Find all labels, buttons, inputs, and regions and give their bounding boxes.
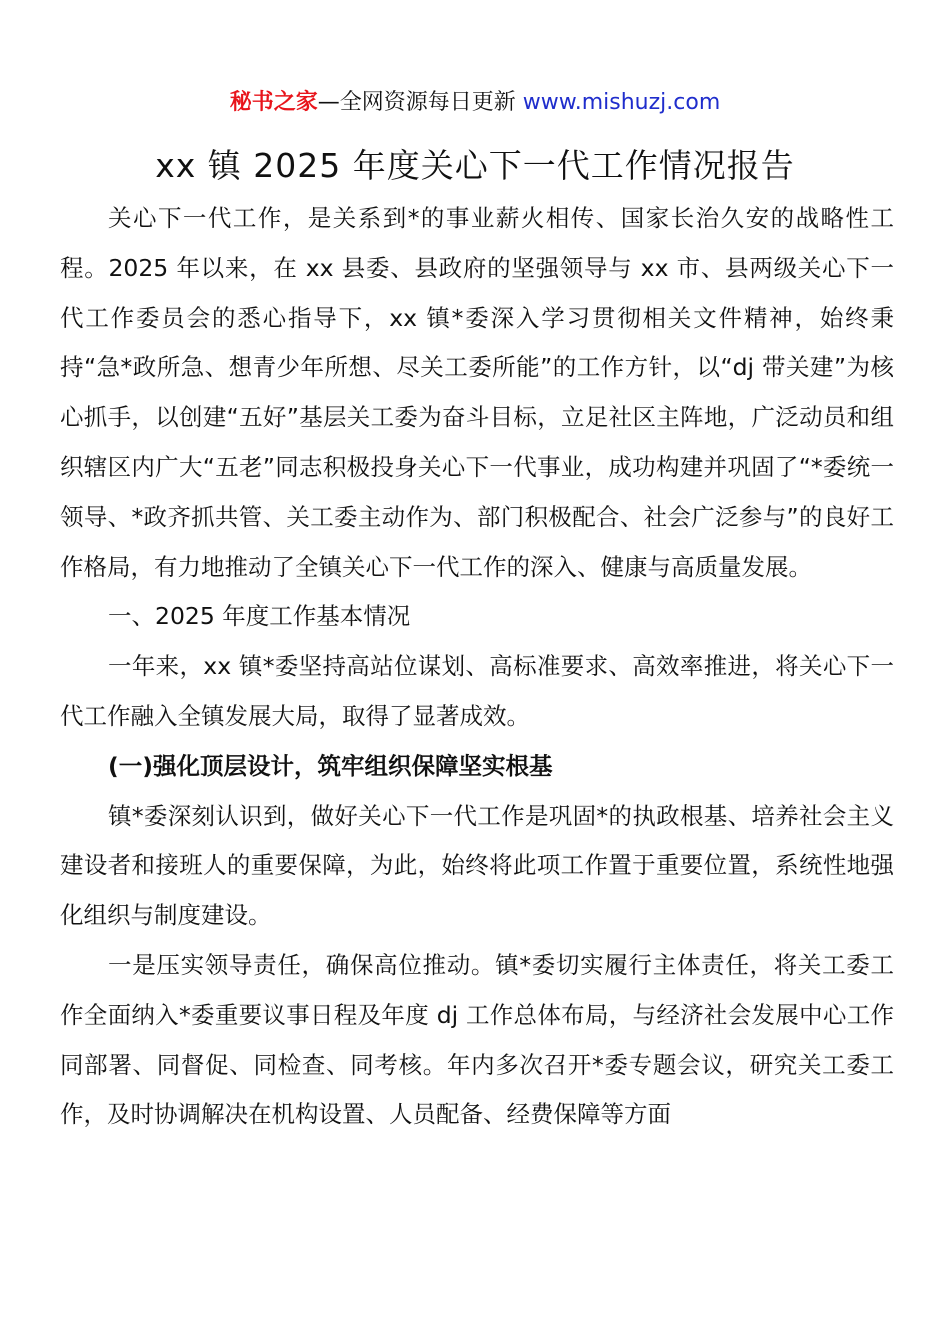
site-url-link[interactable]: www.mishuzj.com [522, 90, 721, 115]
brand-name: 秘书之家 [229, 90, 318, 115]
section-heading: 一、2025 年度工作基本情况 [108, 602, 411, 631]
intro-paragraph: 关心下一代工作，是关系到*的事业薪火相传、国家长治久安的战略性工程。2025 年以来，在 xx 县委、县政府的坚强领导与 xx 市、县两级关心下一代工作委员会的悉心指导下，xx 镇*委深入学习贯彻相关文件精神，始终秉持“急*政所急、想青少年所想、尽关工委所能”的工作方针，以“dj 带关建”为核心抓手，以创建“五好”基层关工委为奋斗目标，立足社区主阵地，广泛动员和组织辖区内广大“五老”同志积极投身关心下一代事业，成功构建并巩固了“*委统一领导、*政齐抓共管、关工委主动作为、部门积极配合、社会广泛参与”的良好工作格局，有力地推动了全镇关心下一代工作的深入、健康与高质量发展。 [60, 204, 894, 581]
body-paragraph: 镇*委深刻认识到，做好关心下一代工作是巩固*的执政根基、培养社会主义建设者和接班人的重要保障，为此，始终将此项工作置于重要位置，系统性地强化组织与制度建设。 [60, 801, 894, 930]
subsection-heading: (一)强化顶层设计，筑牢组织保障坚实根基 [108, 751, 553, 780]
document-body [60, 194, 894, 1140]
header-tagline: —全网资源每日更新 [317, 90, 523, 115]
document-title: xx 镇 2025 年度关心下一代工作情况报告 [155, 146, 795, 185]
site-header [0, 86, 950, 120]
body-paragraph: 一是压实领导责任，确保高位推动。镇*委切实履行主体责任，将关工委工作全面纳入*委重要议事日程及年度 dj 工作总体布局，与经济社会发展中心工作同部署、同督促、同检查、同考核。年内多次召开*委专题会议，研究关工委工作，及时协调解决在机构设置、人员配备、经费保障等方面 [60, 950, 894, 1129]
body-paragraph: 一年来，xx 镇*委坚持高站位谋划、高标准要求、高效率推进，将关心下一代工作融入全镇发展大局，取得了显著成效。 [60, 652, 894, 730]
